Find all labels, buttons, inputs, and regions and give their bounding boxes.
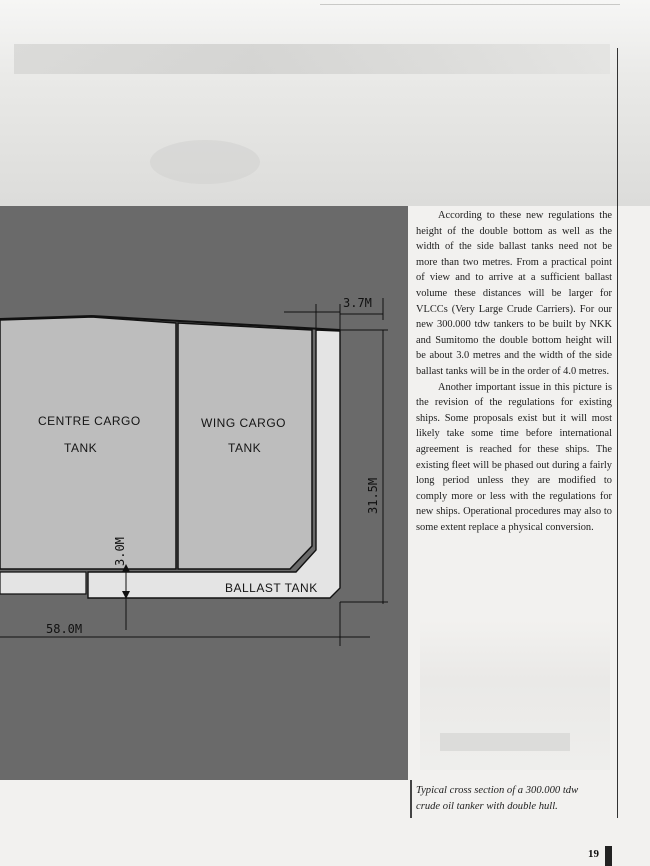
page-number: 19 bbox=[588, 848, 599, 860]
ghost-strip bbox=[14, 44, 610, 74]
dim-double-bottom-label: 3.0M bbox=[113, 537, 127, 566]
show-through-box bbox=[440, 733, 570, 751]
ballast-tank-label: BALLAST TANK bbox=[225, 581, 318, 595]
ghost-blob bbox=[150, 140, 260, 184]
diagram-svg bbox=[0, 206, 408, 780]
ghost-heading bbox=[330, 100, 620, 200]
article-paragraph-2: Another important issue in this picture is the revision of the regulations for existing ships. Some proposals exist but it will most likely take some time before international agreement is reached for these ships. The existing fleet will be phased out during a fairly long period unless they are modified to comply more or less with the regulations for new ships. Operational procedures may also to some extent replace a physical conversion. bbox=[416, 381, 612, 533]
caption-line-1: Typical cross section of a 300.000 tdw bbox=[416, 785, 579, 796]
page-tab bbox=[605, 846, 612, 866]
dim-side-width-label: 3.7M bbox=[343, 296, 372, 310]
article-text bbox=[416, 208, 612, 535]
article-paragraph-1: According to these new regulations the height of the double bottom as well as the width of the side ballast tanks need not be more than two metres. From a practical point of view and to arrive at a sufficient ballast volume these distances will be larger for VLCCs (Very Large Crude Carriers). For our new 300.000 tdw tankers to be built by NKK and Sumitomo the double bottom height will be about 3.0 metres and the width of the side ballast tanks will be in the order of 4.0 metres. bbox=[416, 210, 612, 377]
column-rule bbox=[617, 48, 618, 818]
centre-tank-label-line2: TANK bbox=[64, 441, 98, 455]
wing-tank-label-line2: TANK bbox=[228, 441, 262, 455]
ballast-tank-shape bbox=[0, 572, 86, 594]
centre-tank-label-line1: CENTRE CARGO bbox=[38, 414, 141, 428]
dim-half-breadth-label: 58.0M bbox=[46, 622, 83, 636]
top-rule bbox=[320, 4, 620, 5]
caption-line-2: crude oil tanker with double hull. bbox=[416, 800, 558, 812]
caption-rule bbox=[410, 780, 412, 818]
tanker-cross-section-diagram bbox=[0, 206, 408, 780]
figure-caption bbox=[416, 783, 616, 814]
faded-show-through-band bbox=[0, 0, 650, 206]
wing-tank-label-line1: WING CARGO bbox=[201, 416, 286, 430]
dim-depth-label: 31.5M bbox=[366, 477, 380, 514]
